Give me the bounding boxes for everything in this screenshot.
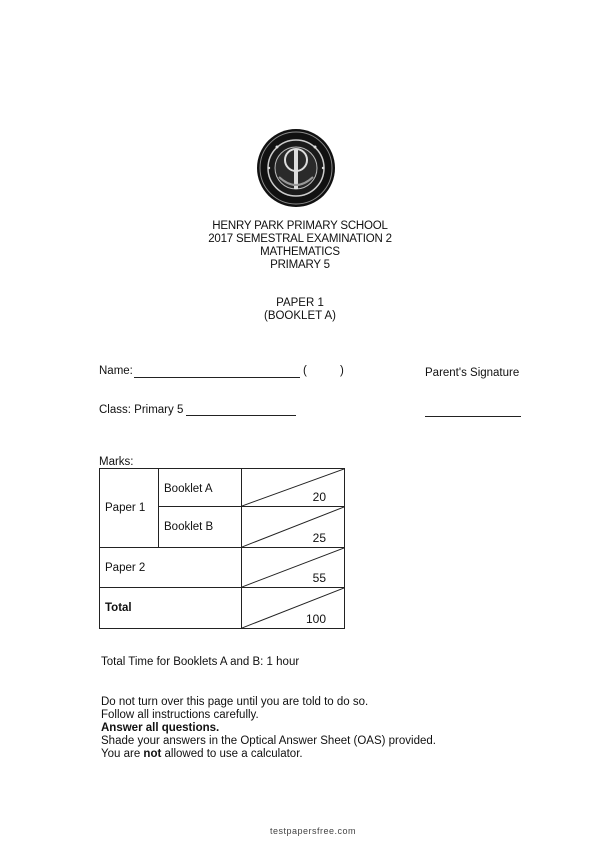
school-logo bbox=[255, 127, 337, 209]
paper-title: PAPER 1 bbox=[276, 297, 324, 309]
name-line[interactable] bbox=[134, 377, 300, 378]
marks-label: Marks: bbox=[99, 456, 134, 468]
instruction-5-post: allowed to use a calculator. bbox=[161, 748, 303, 760]
subject: MATHEMATICS bbox=[260, 246, 340, 258]
paper2-marks-cell bbox=[242, 548, 345, 588]
booklet-a-total: 20 bbox=[312, 490, 326, 504]
exam-header bbox=[0, 220, 600, 272]
instruction-1: Do not turn over this page until you are told to do so. bbox=[101, 696, 369, 708]
school-name: HENRY PARK PRIMARY SCHOOL bbox=[212, 220, 388, 232]
parent-signature-line[interactable] bbox=[425, 416, 521, 417]
total-label: Total bbox=[100, 588, 242, 629]
instructions bbox=[101, 696, 436, 761]
name-label: Name: bbox=[99, 365, 133, 377]
paper-info bbox=[0, 297, 600, 323]
index-paren-close: ) bbox=[340, 365, 344, 377]
booklet-a-marks-cell bbox=[242, 469, 345, 507]
booklet-a-label: Booklet A bbox=[159, 469, 242, 507]
parent-signature-label: Parent's Signature bbox=[425, 367, 520, 379]
booklet-b-label: Booklet B bbox=[159, 507, 242, 548]
total-value: 100 bbox=[305, 612, 326, 626]
instruction-5-not: not bbox=[143, 748, 162, 760]
class-label: Class: Primary 5 bbox=[99, 404, 184, 416]
booklet-label: (BOOKLET A) bbox=[263, 310, 336, 322]
marks-table bbox=[99, 468, 345, 629]
instruction-2: Follow all instructions carefully. bbox=[101, 709, 259, 721]
paper1-label: Paper 1 bbox=[100, 469, 159, 548]
footer-watermark: testpapersfree.com bbox=[270, 826, 357, 836]
exam-title: 2017 SEMESTRAL EXAMINATION 2 bbox=[208, 233, 392, 245]
paper2-label: Paper 2 bbox=[100, 548, 242, 588]
booklet-b-total: 25 bbox=[312, 531, 326, 545]
instruction-5 bbox=[101, 748, 436, 761]
instruction-4: Shade your answers in the Optical Answer Sheet (OAS) provided. bbox=[101, 735, 436, 747]
time-note: Total Time for Booklets A and B: 1 hour bbox=[101, 656, 300, 668]
total-marks-cell bbox=[242, 588, 345, 629]
class-line[interactable] bbox=[186, 415, 296, 416]
paper2-total: 55 bbox=[312, 571, 326, 585]
level: PRIMARY 5 bbox=[270, 259, 330, 271]
booklet-b-marks-cell bbox=[242, 507, 345, 548]
instruction-5-pre: You are bbox=[101, 748, 144, 760]
instruction-3: Answer all questions. bbox=[101, 722, 220, 734]
index-paren-open: ( bbox=[303, 365, 307, 377]
